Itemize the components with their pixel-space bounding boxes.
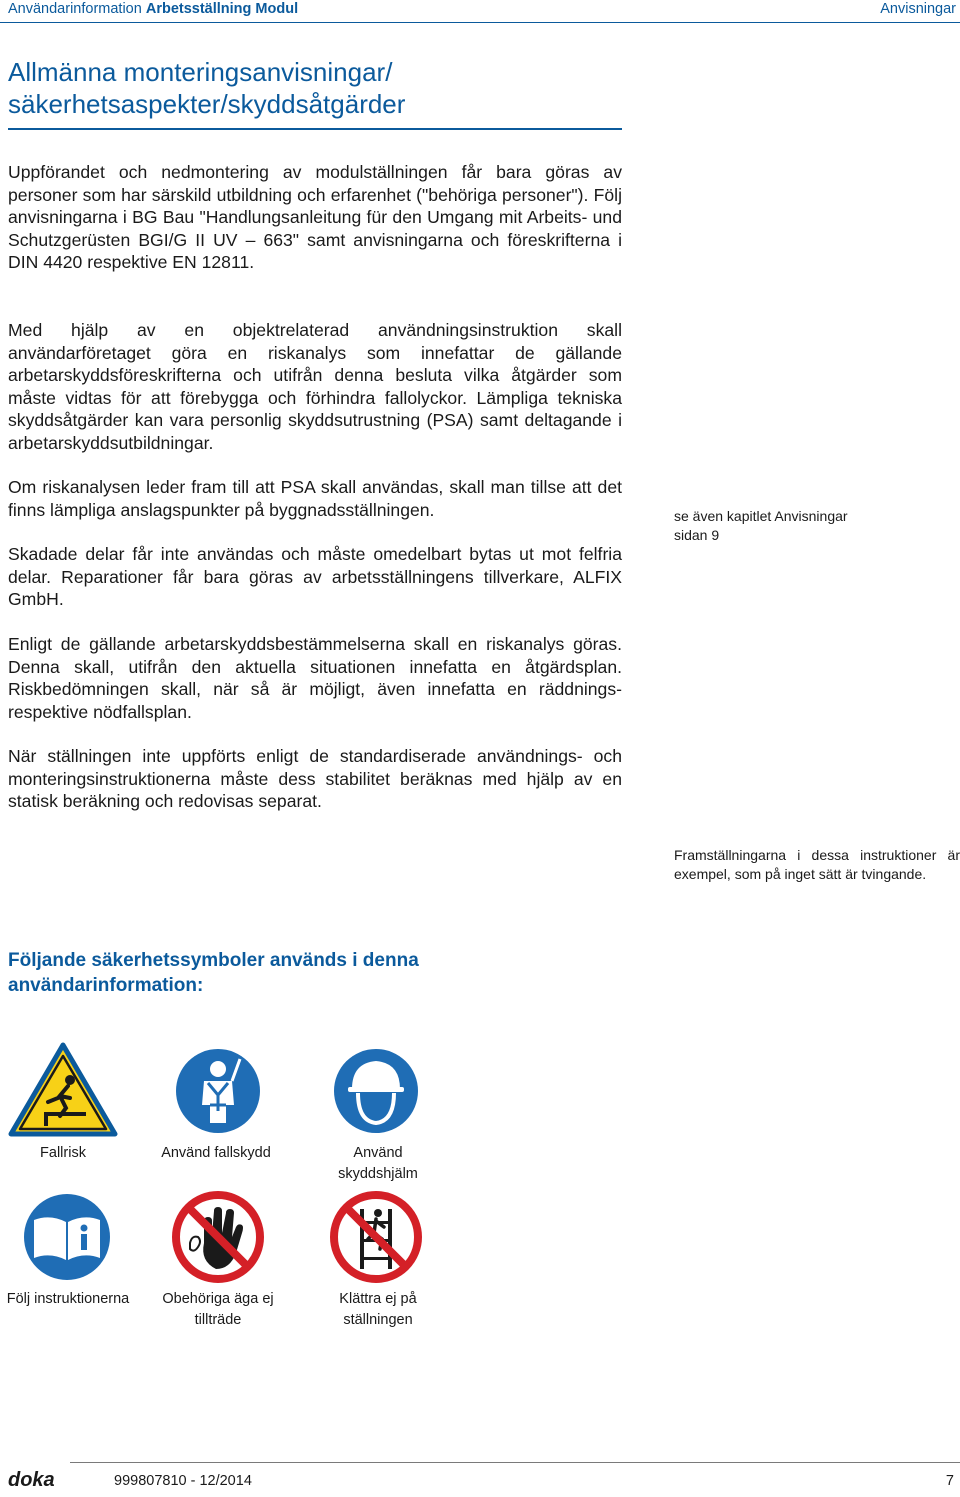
no-climbing-icon	[330, 1191, 422, 1288]
paragraph-risk-analysis: Med hjälp av en objektrelaterad användningsinstruktion skall användarföretaget göra en riskanalys som innefattar de gällande arbetarskyddsföreskrifterna och utifrån denna besluta vilka åtgärder som måste vidtas för att förebygga och förhindra fallolyckor. Lämpliga tekniska skyddsåtgärder kan vara personlig skyddsutrustning (PSA) samt deltagande i arbetarskyddsutbildningar.	[8, 320, 622, 453]
no-entry-hand-icon	[172, 1191, 264, 1288]
paragraph-damaged-parts: Skadade delar får inte användas och måste omedelbart bytas ut mot felfria delar. Reparationer får bara göras av arbetsställningens tillverkare, ALFIX GmbH.	[8, 544, 622, 609]
symbol-label-read-manual: Följ instruktionerna	[6, 1291, 130, 1307]
symbols-heading: Följande säkerhetssymboler används i denna användarinformation:	[8, 950, 419, 996]
read-manual-icon	[20, 1190, 114, 1289]
fall-hazard-icon	[8, 1042, 118, 1143]
footer-divider	[70, 1462, 960, 1463]
safety-helmet-icon	[330, 1045, 422, 1142]
page-title: Allmänna monteringsanvisningar/ säkerhetsaspekter/skyddsåtgärder	[8, 57, 406, 119]
safety-harness-icon	[172, 1045, 264, 1142]
symbol-label-fall-hazard: Fallrisk	[40, 1145, 86, 1161]
symbol-label-no-climbing: Klättra ej på ställningen	[339, 1291, 417, 1328]
header-breadcrumb	[8, 0, 298, 18]
symbol-label-safety-helmet: Använd skyddshjälm	[338, 1145, 418, 1182]
symbol-label-safety-harness: Använd fallskydd	[161, 1145, 271, 1161]
paragraph-psa-anchor-points: Om riskanalysen leder fram till att PSA skall användas, skall man tillse att det finns lämpliga anslagspunkter på byggnadsställningen.	[8, 477, 622, 520]
header-product: Arbetsställning Modul	[145, 1, 299, 17]
doka-logo	[8, 1466, 68, 1497]
paragraph-static-calculation: När ställningen inte uppförts enligt de standardiserade användnings- och monteringsinstruktionerna måste dess stabilitet beräknas med hjälp av en statisk beräkning och redovisas separat.	[8, 746, 622, 811]
footer-page-number: 7	[945, 1473, 954, 1489]
symbol-label-no-entry: Obehöriga äga ej tillträde	[162, 1291, 274, 1328]
side-note-examples: Framställningarna i dessa instruktioner är exempel, som på inget sätt är tvingande.	[674, 847, 960, 882]
footer-doc-number: 999807810 - 12/2014	[114, 1473, 252, 1489]
doka-logo-text: doka	[8, 1469, 55, 1491]
header-section: Anvisningar	[880, 1, 956, 17]
header-doc-type: Användarinformation	[8, 1, 142, 17]
title-underline	[8, 128, 622, 130]
side-note-reference: se även kapitlet Anvisningar sidan 9	[674, 508, 848, 543]
header-divider	[0, 22, 960, 23]
paragraph-action-plan: Enligt de gällande arbetarskyddsbestämmelserna skall en riskanalys göras. Denna skall, utifrån den aktuella situationen innefatta en åtgärdsplan. Riskbedömningen skall, när så är möjligt, även innefatta en räddnings- respektive nödfallsplan.	[8, 634, 622, 722]
paragraph-qualified-personnel: Uppförandet och nedmontering av modulställningen får bara göras av personer som har särskild utbildning och erfarenhet ("behöriga personer"). Följ anvisningarna i BG Bau "Handlungsanleitung für den Umgang mit Arbeits- und Schutzgerüsten BGI/G II UV – 663" samt anvisningarna och föreskrifterna i DIN 4420 respektive EN 12811.	[8, 162, 622, 272]
